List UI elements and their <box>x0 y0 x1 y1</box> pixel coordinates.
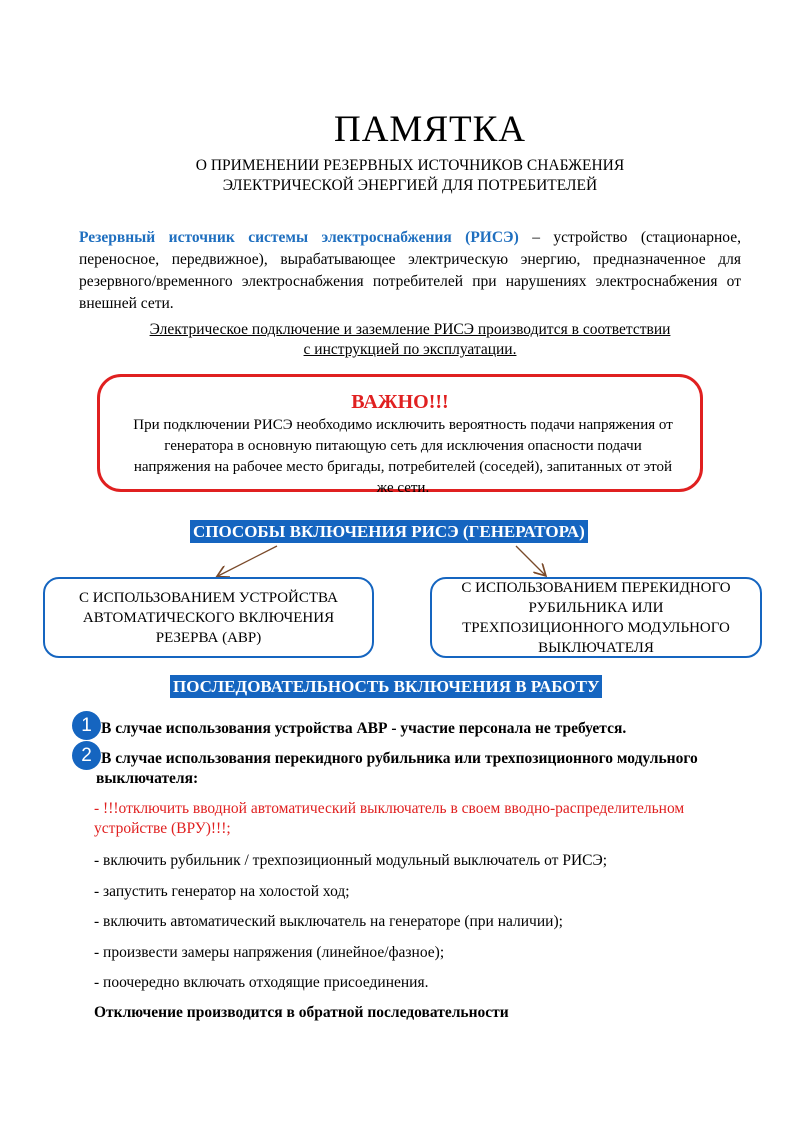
intro-term: Резервный источник системы электроснабжения (РИСЭ) <box>79 229 519 246</box>
step-text-1: В случае использования устройства АВР - участие персонала не требуется. <box>101 720 627 737</box>
step-1 <box>72 715 732 739</box>
step-text-2: В случае использования перекидного рубильника или трехпозиционного модульного <box>101 750 698 767</box>
action-item: - поочередно включать отходящие присоединения. <box>94 974 429 991</box>
method-switch-box <box>430 577 762 658</box>
action-item: - включить автоматический выключатель на генераторе (при наличии); <box>94 913 563 930</box>
arrow-right <box>516 546 545 575</box>
action-item: - включить рубильник / трехпозиционный модульный выключатель от РИСЭ; <box>94 852 608 869</box>
note-line-2: с инструкцией по эксплуатации. <box>303 341 517 358</box>
action-item: - произвести замеры напряжения (линейное/фазное); <box>94 944 445 961</box>
step-2 <box>72 745 732 789</box>
subtitle-line-1: О ПРИМЕНЕНИИ РЕЗЕРВНЫХ ИСТОЧНИКОВ СНАБЖЕНИЯ <box>195 157 625 174</box>
step-number-2: 2 <box>72 741 101 770</box>
note-line-1: Электрическое подключение и заземление РИСЭ производится в соответствии <box>149 321 671 338</box>
method-avr-text: С ИСПОЛЬЗОВАНИЕМ УСТРОЙСТВА АВТОМАТИЧЕСКОГО ВКЛЮЧЕНИЯ РЕЗЕРВА (АВР) <box>79 589 338 646</box>
step-number-1: 1 <box>72 711 101 740</box>
action-item: - запустить генератор на холостой ход; <box>94 883 350 900</box>
sequence-heading: ПОСЛЕДОВАТЕЛЬНОСТЬ ВКЛЮЧЕНИЯ В РАБОТУ <box>170 675 602 698</box>
important-text: При подключении РИСЭ необходимо исключить вероятность подачи напряжения от генератора в основную питающую сеть для исключения опасности подачи напряжения на рабочее место бригады, потребителей (соседей), запитанных от этой же сети. <box>133 417 673 496</box>
step-text-2-cont: выключателя: <box>96 770 199 787</box>
arrow-left <box>218 546 277 576</box>
action-warning: - !!!отключить вводной автоматический выключатель в своем вводно-распределительном устройстве (ВРУ)!!!; <box>94 800 685 837</box>
page-title: ПАМЯТКА <box>333 109 527 150</box>
intro-definition: – устройство (стационарное, переносное, передвижное), вырабатывающее электрическую энергию, предназначенное для резервного/временного электроснабжения потребителей при нарушениях электроснабжения от внешней сети. <box>79 229 742 312</box>
important-heading: ВАЖНО!!! <box>351 391 449 413</box>
method-switch-text: С ИСПОЛЬЗОВАНИЕМ ПЕРЕКИДНОГО РУБИЛЬНИКА ИЛИ ТРЕХПОЗИЦИОННОГО МОДУЛЬНОГО ВЫКЛЮЧАТЕЛЯ <box>461 579 731 656</box>
methods-heading: СПОСОБЫ ВКЛЮЧЕНИЯ РИСЭ (ГЕНЕРАТОРА) <box>190 520 588 543</box>
method-avr-box <box>43 577 374 658</box>
closing-note: Отключение производится в обратной последовательности <box>94 1004 509 1021</box>
subtitle-line-2: ЭЛЕКТРИЧЕСКОЙ ЭНЕРГИЕЙ ДЛЯ ПОТРЕБИТЕЛЕЙ <box>222 177 598 194</box>
